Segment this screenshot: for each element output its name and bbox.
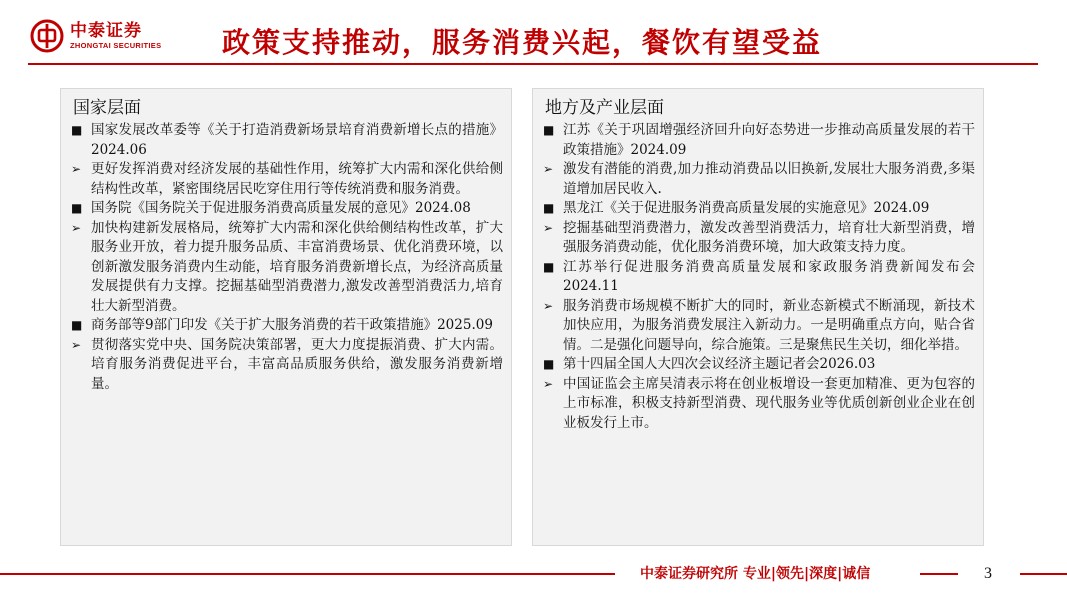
page-number: 3: [984, 565, 992, 582]
square-bullet-icon: ■: [71, 123, 83, 137]
footer-divider-right: [1020, 573, 1067, 575]
square-bullet-icon: ■: [543, 201, 555, 215]
list-item: [541, 355, 975, 375]
arrow-bullet-icon: ➢: [71, 337, 82, 352]
item-text: 商务部等9部门印发《关于扩大服务消费的若干政策措施》2025.09: [91, 317, 493, 333]
square-bullet-icon: ■: [543, 357, 555, 371]
footer-divider-left: [0, 573, 615, 575]
square-bullet-icon: ■: [543, 123, 555, 137]
local-industry-policy-panel: [532, 88, 984, 546]
national-policy-panel: [60, 88, 512, 546]
item-text: 中国证监会主席吴清表示将在创业板增设一套更加精准、更为包容的上市标准，积极支持新型消费、现代服务业等优质创新创业企业在创业板发行上市。: [563, 375, 975, 431]
list-item: [69, 199, 503, 219]
list-item: [541, 199, 975, 219]
header-divider: [28, 63, 1038, 65]
item-text: 更好发挥消费对经济发展的基础性作用，统筹扩大内需和深化供给侧结构性改革，紧密围绕居民吃穿住用行等传统消费和服务消费。: [91, 161, 503, 197]
zhongtai-logo-icon: [30, 19, 64, 53]
arrow-bullet-icon: ➢: [543, 162, 554, 176]
list-item: [69, 219, 503, 317]
arrow-bullet-icon: ➢: [71, 220, 82, 235]
arrow-bullet-icon: ➢: [543, 220, 554, 235]
list-item: [541, 121, 975, 160]
logo-name-en: ZHONGTAI SECURITIES: [70, 41, 162, 50]
list-item: [69, 160, 503, 199]
arrow-bullet-icon: ➢: [71, 162, 82, 176]
header: [0, 0, 1067, 70]
logo-name-cn: 中泰证券: [70, 21, 142, 41]
list-item: [69, 336, 503, 395]
footer-divider-mid: [920, 573, 958, 575]
square-bullet-icon: ■: [71, 318, 83, 332]
item-text: 第十四届全国人大四次会议经济主题记者会2026.03: [563, 356, 876, 372]
list-item: [541, 258, 975, 297]
item-text: 贯彻落实党中央、国务院决策部署，更大力度提振消费、扩大内需。培育服务消费促进平台，丰富高品质服务供给，激发服务消费新增量。: [91, 336, 503, 392]
footer-slogan: 中泰证券研究所 专业|领先|深度|诚信: [640, 566, 871, 582]
item-text: 江苏《关于巩固增强经济回升向好态势进一步推动高质量发展的若干政策措施》2024.09: [563, 122, 975, 158]
panel-heading: 国家层面: [73, 98, 141, 118]
item-text: 挖掘基础型消费潜力，激发改善型消费活力，培育壮大新型消费，增强服务消费动能，优化服务消费环境，加大政策支持力度。: [563, 219, 975, 255]
list-item: [69, 121, 503, 160]
arrow-bullet-icon: ➢: [543, 298, 554, 313]
company-logo: [30, 18, 161, 54]
item-text: 江苏举行促进服务消费高质量发展和家政服务消费新闻发布会 2024.11: [563, 258, 975, 294]
list-item: [541, 375, 975, 434]
square-bullet-icon: ■: [71, 201, 83, 215]
item-text: 激发有潜能的消费,加力推动消费品以旧换新,发展壮大服务消费,多渠道增加居民收入.: [563, 161, 975, 197]
list-item: [541, 160, 975, 199]
page-title: 政策支持推动，服务消费兴起，餐饮有望受益: [222, 26, 823, 59]
square-bullet-icon: ■: [543, 259, 555, 274]
item-text: 国务院《国务院关于促进服务消费高质量发展的意见》2024.08: [91, 200, 471, 216]
list-item: [541, 219, 975, 258]
item-text: 国家发展改革委等《关于打造消费新场景培育消费新增长点的措施》2024.06: [91, 122, 503, 158]
list-item: [69, 316, 503, 336]
list-item: [541, 297, 975, 356]
arrow-bullet-icon: ➢: [543, 376, 554, 391]
item-text: 黑龙江《关于促进服务消费高质量发展的实施意见》2024.09: [563, 200, 930, 216]
item-text: 加快构建新发展格局，统筹扩大内需和深化供给侧结构性改革，扩大服务业开放，着力提升服务品质、丰富消费场景、优化消费环境，以创新激发服务消费内生动能，培育服务消费新增长点，为经济高质量发展提供有力支撑。挖掘基础型消费潜力,激发改善型消费活力,培育壮大新型消费。: [91, 219, 503, 314]
panel-heading: 地方及产业层面: [545, 98, 664, 118]
item-text: 服务消费市场规模不断扩大的同时，新业态新模式不断涌现，新技术加快应用，为服务消费发展注入新动力。一是明确重点方向，贴合省情。二是强化问题导向，综合施策。三是聚焦民生关切，细化举措。: [563, 297, 975, 353]
